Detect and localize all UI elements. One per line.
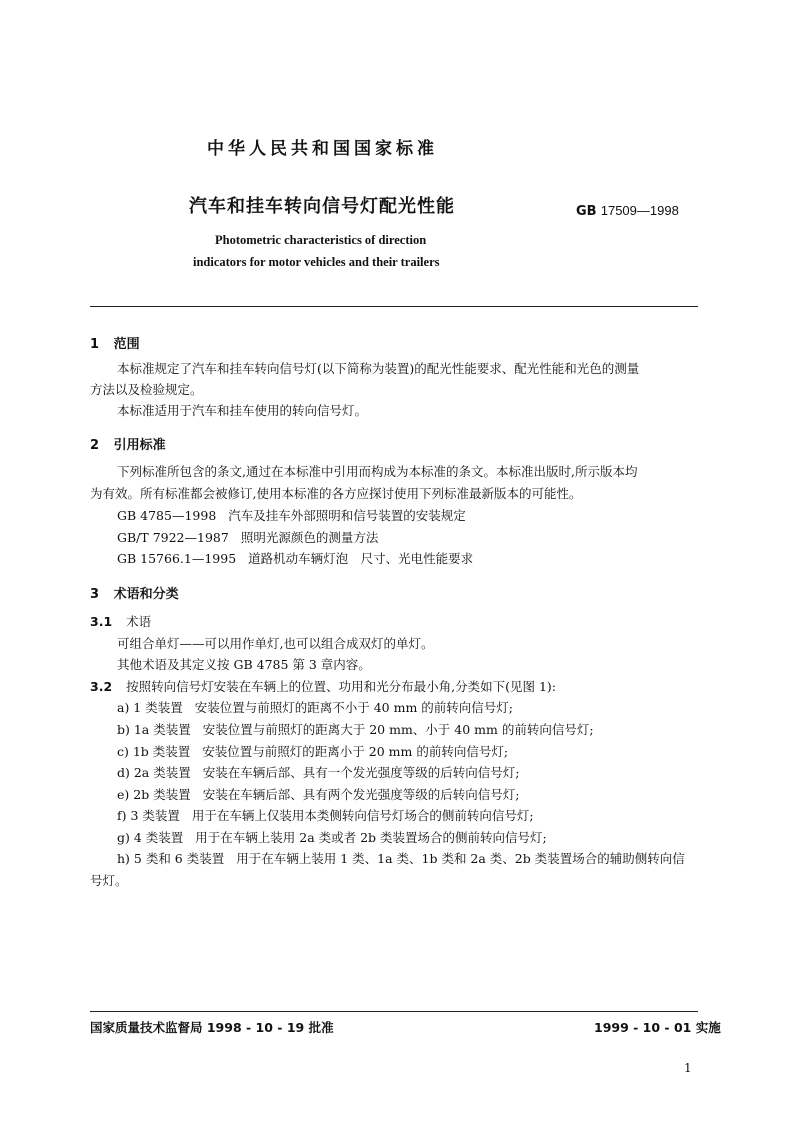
list-item bbox=[117, 808, 534, 824]
reference-code: GB/T 7922—1987 bbox=[117, 530, 229, 545]
national-standard-heading: 中华人民共和国国家标准 bbox=[207, 139, 438, 159]
list-item-label: b) 1a 类装置 bbox=[117, 722, 191, 737]
list-item bbox=[117, 851, 685, 867]
list-item-text: 安装位置与前照灯的距离大于 20 mm、小于 40 mm 的前转向信号灯; bbox=[202, 722, 594, 737]
section-3-heading bbox=[90, 583, 179, 602]
section-2-number: 2 bbox=[90, 438, 100, 453]
reference-item bbox=[117, 551, 473, 567]
section-2-heading bbox=[90, 434, 166, 453]
reference-code: GB 15766.1—1995 bbox=[117, 551, 237, 566]
list-item-label: f) 3 类装置 bbox=[117, 808, 180, 823]
reference-title: 照明光源颜色的测量方法 bbox=[240, 530, 379, 545]
reference-item bbox=[117, 508, 466, 524]
standard-code-prefix: GB bbox=[576, 204, 597, 219]
section-2-para1-line2: 为有效。所有标准都会被修订,使用本标准的各方应探讨使用下列标准最新版本的可能性。 bbox=[90, 486, 582, 501]
subsection-3-1-line2: 其他术语及其定义按 GB 4785 第 3 章内容。 bbox=[117, 657, 371, 672]
reference-title: 道路机动车辆灯泡 尺寸、光电性能要求 bbox=[248, 551, 474, 566]
subsection-3-1-title: 术语 bbox=[126, 614, 152, 629]
list-item-text: 用于在车辆上仅装用本类侧转向信号灯场合的侧前转向信号灯; bbox=[191, 808, 534, 823]
list-item-text: 安装位置与前照灯的距离不小于 40 mm 的前转向信号灯; bbox=[194, 700, 513, 715]
subsection-3-2-heading bbox=[90, 679, 556, 695]
list-item-label: c) 1b 类装置 bbox=[117, 744, 191, 759]
list-item-text: 用于在车辆上装用 2a 类或者 2b 类装置场合的侧前转向信号灯; bbox=[195, 830, 547, 845]
reference-item bbox=[117, 530, 378, 546]
list-item bbox=[117, 787, 519, 803]
list-item bbox=[117, 830, 547, 846]
section-1-para1-line2: 方法以及检验规定。 bbox=[90, 382, 203, 397]
section-1-number: 1 bbox=[90, 337, 100, 352]
section-3-number: 3 bbox=[90, 587, 100, 602]
list-item bbox=[117, 765, 519, 781]
header-divider bbox=[90, 306, 698, 307]
list-item-label: e) 2b 类装置 bbox=[117, 787, 191, 802]
section-2-para1-line1: 下列标准所包含的条文,通过在本标准中引用而构成为本标准的条文。本标准出版时,所示版本均 bbox=[117, 464, 638, 479]
list-item-continuation: 号灯。 bbox=[90, 873, 128, 888]
footer-divider bbox=[90, 1011, 698, 1012]
document-title-cn: 汽车和挂车转向信号灯配光性能 bbox=[189, 196, 455, 217]
standard-code bbox=[576, 203, 679, 219]
section-1-para2: 本标准适用于汽车和挂车使用的转向信号灯。 bbox=[117, 403, 368, 418]
effective-date: 1999 - 10 - 01 实施 bbox=[594, 1020, 721, 1035]
subsection-3-1-number: 3.1 bbox=[90, 614, 113, 629]
list-item-text: 安装在车辆后部、具有一个发光强度等级的后转向信号灯; bbox=[202, 765, 520, 780]
list-item bbox=[117, 744, 508, 760]
list-item-text: 安装位置与前照灯的距离小于 20 mm 的前转向信号灯; bbox=[202, 744, 509, 759]
list-item bbox=[117, 722, 594, 738]
approval-line: 国家质量技术监督局 1998 - 10 - 19 批准 bbox=[90, 1020, 334, 1035]
list-item-label: d) 2a 类装置 bbox=[117, 765, 191, 780]
document-title-en-line1: Photometric characteristics of direction bbox=[215, 233, 427, 247]
standard-code-number: 17509—1998 bbox=[600, 203, 679, 218]
section-1-title: 范围 bbox=[113, 337, 140, 352]
list-item-label: g) 4 类装置 bbox=[117, 830, 184, 845]
document-title-en-line2: indicators for motor vehicles and their trailers bbox=[193, 255, 440, 269]
subsection-3-2-number: 3.2 bbox=[90, 679, 113, 694]
list-item bbox=[117, 700, 513, 716]
subsection-3-1-heading bbox=[90, 614, 151, 630]
reference-title: 汽车及挂车外部照明和信号装置的安装规定 bbox=[228, 508, 466, 523]
section-1-heading bbox=[90, 333, 140, 352]
list-item-label: a) 1 类装置 bbox=[117, 700, 183, 715]
section-1-para1-line1: 本标准规定了汽车和挂车转向信号灯(以下简称为装置)的配光性能要求、配光性能和光色的测量 bbox=[117, 361, 640, 376]
subsection-3-2-text: 按照转向信号灯安装在车辆上的位置、功用和光分布最小角,分类如下(见图 1): bbox=[126, 679, 557, 694]
subsection-3-1-line1: 可组合单灯——可以用作单灯,也可以组合成双灯的单灯。 bbox=[117, 636, 434, 651]
reference-code: GB 4785—1998 bbox=[117, 508, 217, 523]
list-item-text: 安装在车辆后部、具有两个发光强度等级的后转向信号灯; bbox=[202, 787, 520, 802]
section-2-title: 引用标准 bbox=[113, 438, 166, 453]
page-number: 1 bbox=[684, 1061, 692, 1075]
section-3-title: 术语和分类 bbox=[113, 587, 179, 602]
list-item-label: h) 5 类和 6 类装置 bbox=[117, 851, 225, 866]
list-item-text: 用于在车辆上装用 1 类、1a 类、1b 类和 2a 类、2b 类装置场合的辅助侧转向信 bbox=[236, 851, 685, 866]
